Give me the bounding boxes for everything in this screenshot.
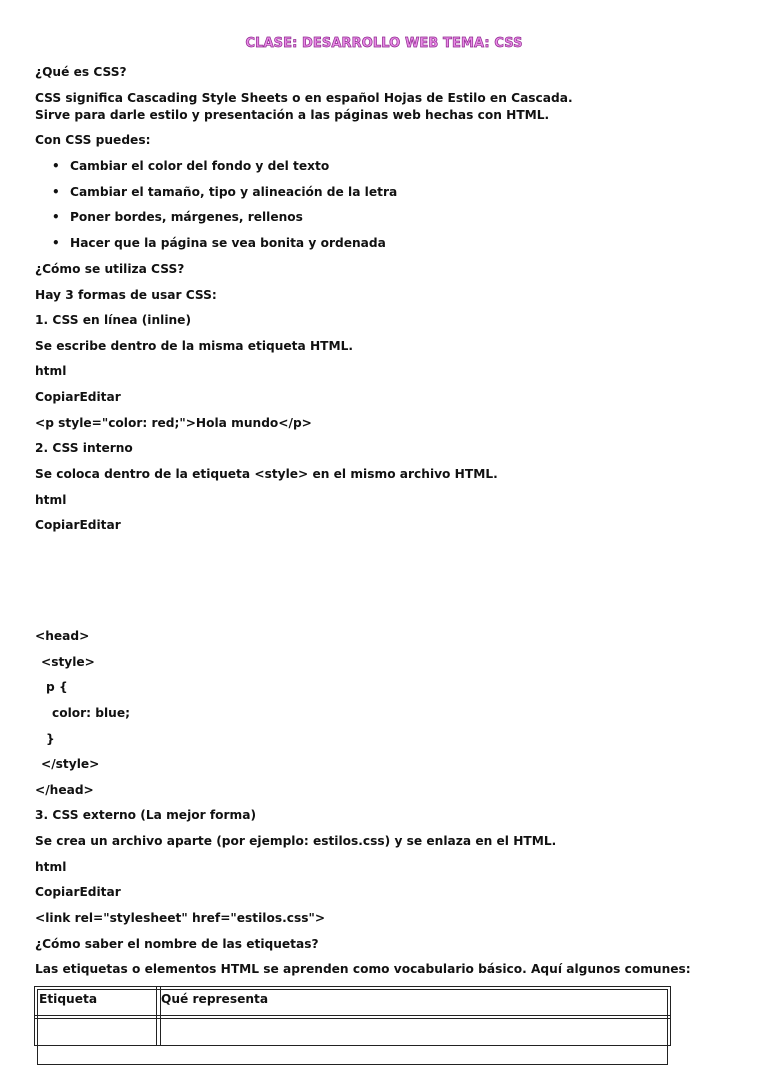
bullet-item: Poner bordes, márgenes, rellenos <box>70 210 303 224</box>
copy-edit-label: CopiarEditar <box>35 885 121 899</box>
bullet-marker: • <box>52 159 60 173</box>
paragraph-line: Se coloca dentro de la etiqueta <style> en el mismo archivo HTML. <box>35 467 498 481</box>
paragraph-line: CSS significa Cascading Style Sheets o en español Hojas de Estilo en Cascada. <box>35 91 573 105</box>
heading-nombre-etiquetas: ¿Cómo saber el nombre de las etiquetas? <box>35 937 319 951</box>
paragraph-line: Las etiquetas o elementos HTML se aprenden como vocabulario básico. Aquí algunos comunes: <box>35 962 691 976</box>
bullet-item: Cambiar el color del fondo y del texto <box>70 159 330 173</box>
bullet-marker: • <box>52 236 60 250</box>
code-line: <style> <box>41 655 95 669</box>
code-line: p { <box>46 680 68 694</box>
heading-como-se-utiliza: ¿Cómo se utiliza CSS? <box>35 262 185 276</box>
paragraph-line: 1. CSS en línea (inline) <box>35 313 192 327</box>
table-header-etiqueta: Etiqueta <box>39 992 98 1006</box>
bullet-item: Cambiar el tamaño, tipo y alineación de la letra <box>70 185 398 199</box>
heading-que-es-css: ¿Qué es CSS? <box>35 65 127 79</box>
paragraph-line: Se crea un archivo aparte (por ejemplo: estilos.css) y se enlaza en el HTML. <box>35 834 557 848</box>
code-language-label: html <box>35 364 67 378</box>
table-inner-border <box>37 989 668 1065</box>
code-line: <p style="color: red;">Hola mundo</p> <box>35 416 312 430</box>
bullet-marker: • <box>52 185 60 199</box>
table-row-divider <box>35 1018 670 1019</box>
paragraph-line: Sirve para darle estilo y presentación a las páginas web hechas con HTML. <box>35 108 550 122</box>
bullet-item: Hacer que la página se vea bonita y ordenada <box>70 236 386 250</box>
code-language-label: html <box>35 860 67 874</box>
copy-edit-label: CopiarEditar <box>35 390 121 404</box>
tags-table <box>34 986 671 1046</box>
copy-edit-label: CopiarEditar <box>35 518 121 532</box>
paragraph-line: Se escribe dentro de la misma etiqueta HTML. <box>35 339 354 353</box>
code-line: } <box>46 732 55 746</box>
table-header-que-representa: Qué representa <box>161 992 269 1006</box>
code-line: <link rel="stylesheet" href="estilos.css"> <box>35 911 326 925</box>
code-line: </head> <box>35 783 94 797</box>
paragraph-line: 2. CSS interno <box>35 441 133 455</box>
table-column-divider <box>156 987 157 1045</box>
bullet-marker: • <box>52 210 60 224</box>
paragraph-line: Hay 3 formas de usar CSS: <box>35 288 217 302</box>
code-line: color: blue; <box>52 706 130 720</box>
code-line: <head> <box>35 629 90 643</box>
code-line: </style> <box>41 757 100 771</box>
document-title: CLASE: DESARROLLO WEB TEMA: CSS <box>245 36 523 51</box>
code-language-label: html <box>35 493 67 507</box>
paragraph-line: 3. CSS externo (La mejor forma) <box>35 808 257 822</box>
paragraph-line: Con CSS puedes: <box>35 133 151 147</box>
table-row-divider <box>35 1015 670 1016</box>
